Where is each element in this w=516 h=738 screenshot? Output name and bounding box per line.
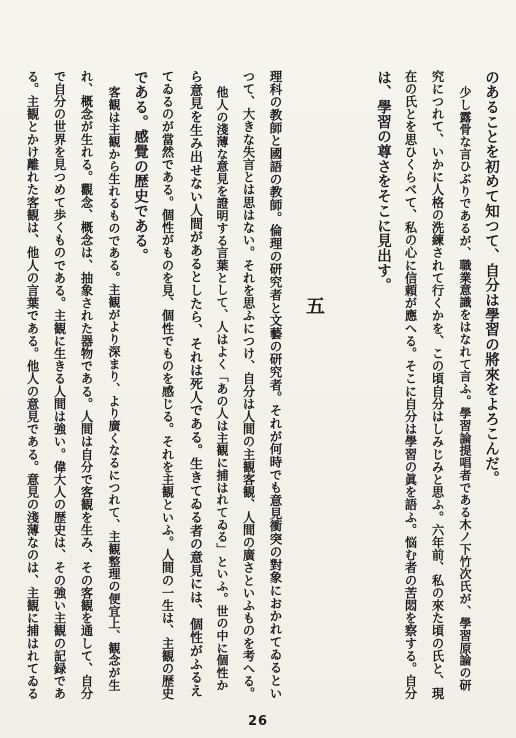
text-column: は、學習の尊さをそこに見出す。 [375, 70, 392, 293]
text-column: つて、大きな失言とは思はない。それを思ふにつけ、自分は人間の主観客観、人間の廣さといふものを考へる。 [241, 70, 256, 700]
text-column: る。主観とかけ離れた客観は、他人の言葉である。他人の意見である。意見の淺薄なのは、主観に捕はれてゐる [25, 70, 40, 700]
text-column: 少し露骨な言ひぶりであるが、職業意識をはなれて言ふ。學習論提唱者である木ノ下竹次氏が、學習原論の研 [458, 86, 472, 692]
text-column: で自分の世界を見つめて歩くものである。主観に生きる人間は強い。偉大人の歴史は、その強い主観の記録であ [52, 70, 67, 700]
text-column: である。感覺の歴史である。 [132, 70, 149, 264]
text-column: 客観は主観から生れるものである。主観がより深まり、より廣くなるにつれて、主観整理の便宜上、観念が生 [107, 86, 121, 692]
page-number: 26 [247, 714, 269, 729]
text-column: てゐるのが當然である。個性がものを見、個性でものを感じる。それを主観といふ。人間の一生は、主観の歴史 [160, 70, 175, 700]
text-column: 究につれて、いかに人格の洗練されて行くかを、この頃自分はしみじみと思ふ。六年前、私の來た頃の氏と、現 [430, 70, 445, 700]
text-column: 在の氏とを思ひくらべて、私の心に信頼が應へる。そこに自分は學習の眞を語ふ。悩む者の苦悶を察する。自分 [403, 70, 418, 700]
text-column: 理科の教師と國語の教師。倫理の研究者と文藝の研究者。それが何時でも意見衝突の對象におかれてゐるとい [268, 70, 283, 700]
text-column: 他人の淺薄な意見を證明する言葉として、人はよく「あの人は主観に捕はれてゐる」といふ。世の中に個性か [215, 86, 229, 692]
text-column: のあることを初めて知つて、自分は學習の將來をよろこんだ。 [483, 70, 500, 486]
text-column: ら意見を生み出せない人間があるとしたら、それは死人である。生きてゐる者の意見には、個性がふるえ [187, 70, 202, 698]
text-column: れ、概念が生れる。觀念、概念は、抽象された器物である。人間は自分で客観を生み、その客観を通して、自分 [79, 70, 94, 700]
section-number-heading: 五 [303, 296, 325, 315]
